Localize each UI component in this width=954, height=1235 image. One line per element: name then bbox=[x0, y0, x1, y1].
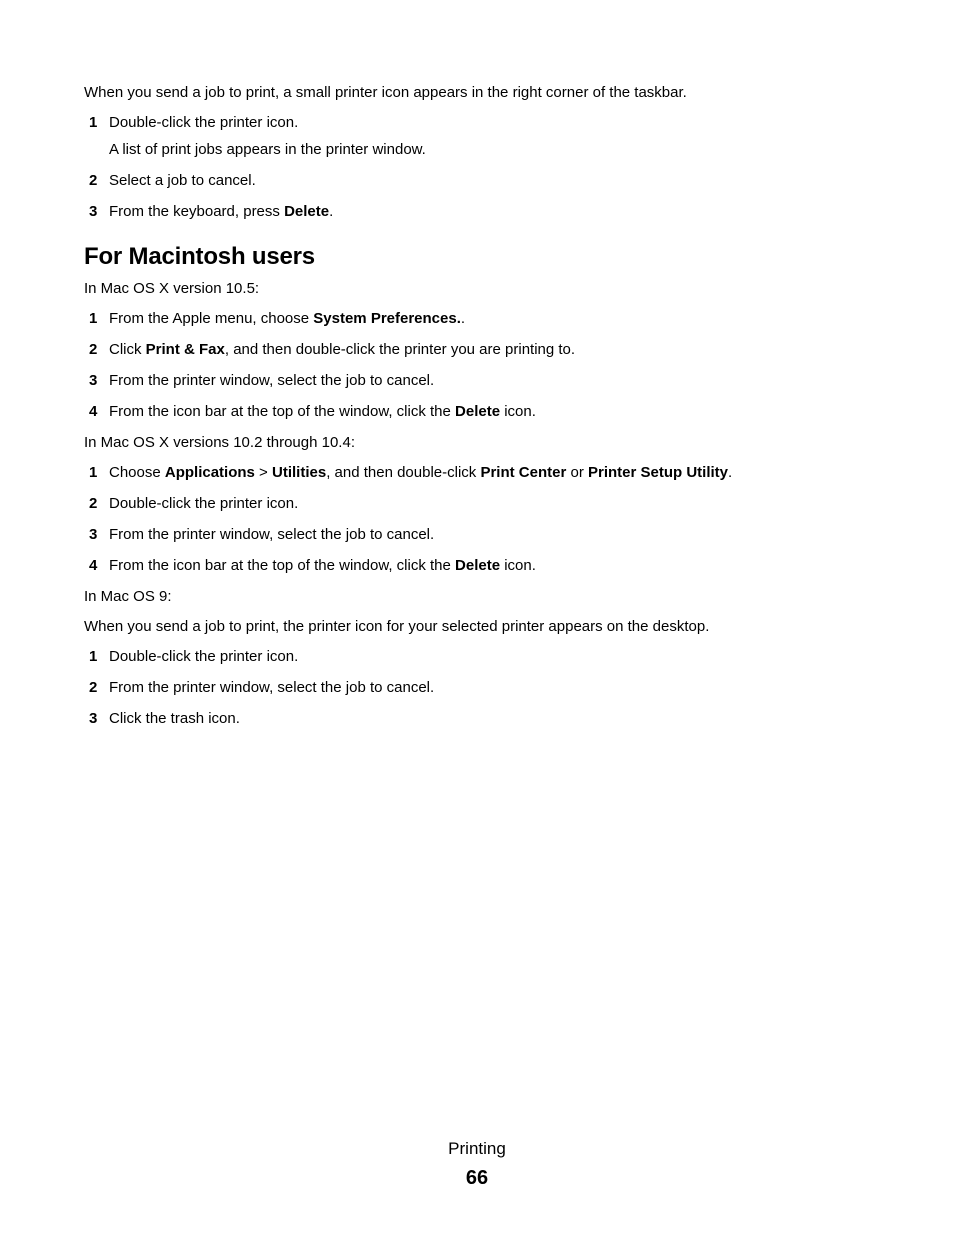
step-text: From the Apple menu, choose bbox=[109, 310, 314, 327]
osx105-step-4 bbox=[84, 402, 884, 422]
step-number: 3 bbox=[89, 710, 98, 727]
menu-name: Utilities bbox=[272, 464, 327, 481]
step-text: Choose bbox=[109, 464, 165, 481]
step-number: 3 bbox=[89, 526, 98, 543]
step-text: Click bbox=[109, 341, 146, 358]
step-number: 1 bbox=[89, 648, 98, 665]
step-text: , and then double-click bbox=[326, 464, 481, 481]
menu-name: Applications bbox=[164, 464, 255, 481]
osx102-step-1 bbox=[84, 463, 884, 483]
step-text: Double-click the printer icon. bbox=[109, 648, 299, 665]
page-number: 66 bbox=[465, 1167, 489, 1189]
app-name: Printer Setup Utility bbox=[588, 464, 729, 481]
osx105-intro: In Mac OS X version 10.5: bbox=[84, 280, 260, 297]
page-content bbox=[84, 83, 884, 740]
osx102-step-3 bbox=[84, 525, 884, 545]
step-number: 2 bbox=[89, 495, 98, 512]
footer-section-title: Printing bbox=[448, 1139, 506, 1158]
step-number: 2 bbox=[89, 341, 98, 358]
step-note: A list of print jobs appears in the printer window. bbox=[109, 141, 426, 158]
step-text-end: . bbox=[728, 464, 733, 481]
step-number: 2 bbox=[89, 172, 98, 189]
osx105-step-1 bbox=[84, 309, 884, 329]
step-text: Select a job to cancel. bbox=[109, 172, 256, 189]
step-number: 2 bbox=[89, 679, 98, 696]
icon-name: Delete bbox=[455, 557, 501, 574]
step-text: From the printer window, select the job to cancel. bbox=[109, 679, 435, 696]
step-number: 1 bbox=[89, 114, 98, 131]
windows-step-2 bbox=[84, 171, 884, 191]
step-text-end: . bbox=[329, 203, 334, 220]
step-number: 1 bbox=[89, 464, 98, 481]
step-text: From the printer window, select the job to cancel. bbox=[109, 526, 435, 543]
step-text: Double-click the printer icon. bbox=[109, 495, 299, 512]
os9-step-2 bbox=[84, 678, 884, 698]
app-name: Print Center bbox=[480, 464, 567, 481]
menu-name: Print & Fax bbox=[145, 341, 225, 358]
osx105-step-3 bbox=[84, 371, 884, 391]
step-text: From the keyboard, press bbox=[109, 203, 285, 220]
step-text: From the printer window, select the job to cancel. bbox=[109, 372, 435, 389]
step-number: 4 bbox=[89, 403, 98, 420]
windows-intro: When you send a job to print, a small printer icon appears in the right corner of the taskbar. bbox=[84, 84, 687, 101]
step-text-end: icon. bbox=[500, 557, 536, 574]
step-number: 3 bbox=[89, 203, 98, 220]
step-number: 3 bbox=[89, 372, 98, 389]
windows-step-1 bbox=[84, 113, 884, 160]
osx105-step-2 bbox=[84, 340, 884, 360]
step-text: Double-click the printer icon. bbox=[109, 114, 299, 131]
menu-name: System Preferences. bbox=[313, 310, 461, 327]
key-name: Delete bbox=[284, 203, 330, 220]
os9-step-3 bbox=[84, 709, 884, 729]
section-heading: For Macintosh users bbox=[84, 243, 315, 270]
step-text: Click the trash icon. bbox=[109, 710, 240, 727]
icon-name: Delete bbox=[455, 403, 501, 420]
step-number: 4 bbox=[89, 557, 98, 574]
step-number: 1 bbox=[89, 310, 98, 327]
step-text: or bbox=[566, 464, 588, 481]
os9-step-1 bbox=[84, 647, 884, 667]
osx102-intro: In Mac OS X versions 10.2 through 10.4: bbox=[84, 434, 355, 451]
step-text-end: icon. bbox=[500, 403, 536, 420]
step-text: > bbox=[254, 464, 272, 481]
osx102-step-4 bbox=[84, 556, 884, 576]
osx102-step-2 bbox=[84, 494, 884, 514]
step-text: From the icon bar at the top of the window, click the bbox=[109, 557, 456, 574]
os9-description: When you send a job to print, the printer icon for your selected printer appears on the desktop. bbox=[84, 618, 710, 635]
step-text-end: , and then double-click the printer you are printing to. bbox=[224, 341, 576, 358]
step-text: From the icon bar at the top of the window, click the bbox=[109, 403, 456, 420]
windows-step-3 bbox=[84, 202, 884, 222]
step-text-end: . bbox=[460, 310, 466, 327]
os9-intro: In Mac OS 9: bbox=[84, 588, 172, 605]
